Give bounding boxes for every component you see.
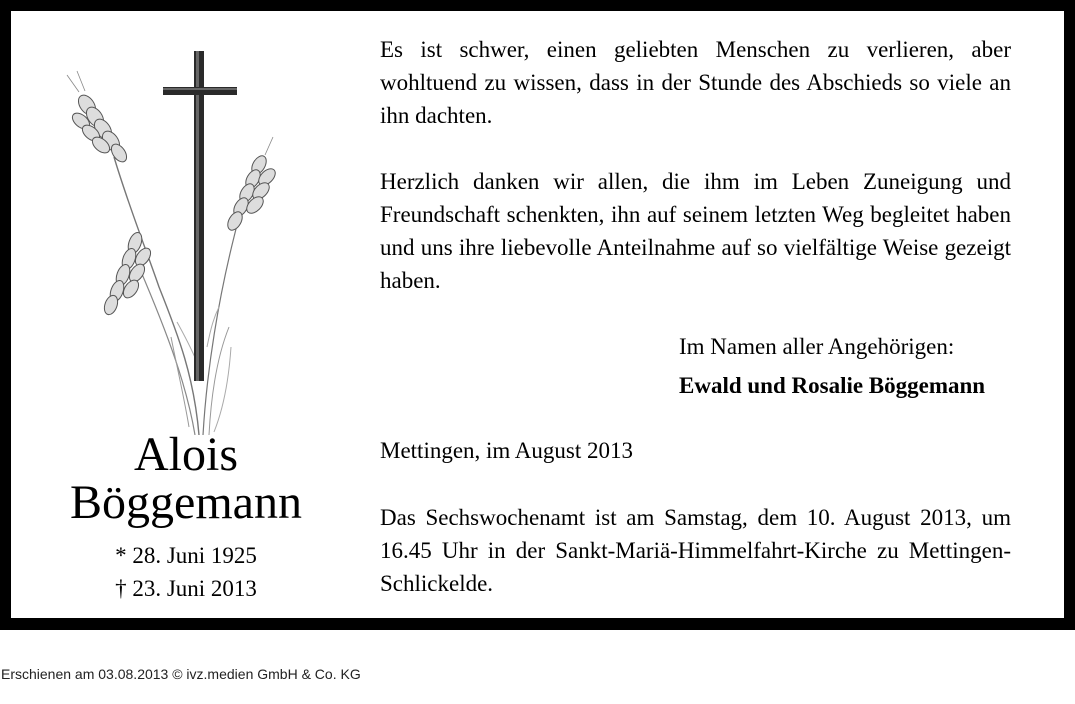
paragraph-service-text: Das Sechswochenamt ist am Samstag, dem 10. August 2013, um 16.45 Uhr in der Sankt-Mariä-Himmelfahrt-Kirche zu Mettingen-Schlickelde. xyxy=(380,505,1011,596)
cross-with-wheat-ears-icon xyxy=(59,37,289,435)
paragraph-thanks-text: Herzlich danken wir allen, die ihm im Leben Zuneigung und Freundschaft schenkten, ihn auf seinem letzten Weg begleitet haben und uns ihre liebevolle Anteilnahme auf so vielfältige Weise gezeigt haben. xyxy=(380,169,1011,293)
deceased-info xyxy=(51,428,321,605)
paragraph-thanks xyxy=(380,165,1011,297)
paragraph-farewell-text: Es ist schwer, einen geliebten Menschen zu verlieren, aber wohltuend zu wissen, dass in der Stunde des Abschieds so viele an ihn dachten. xyxy=(380,37,1011,128)
deceased-first-name: Alois xyxy=(133,428,238,481)
birth-date: * 28. Juni 1925 xyxy=(115,543,257,568)
place-date xyxy=(380,434,1011,467)
paragraph-service xyxy=(380,501,1011,600)
deceased-last-name: Böggemann xyxy=(70,476,302,529)
life-dates xyxy=(51,539,321,605)
signature-block xyxy=(679,330,1019,402)
death-date: † 23. Juni 2013 xyxy=(115,576,257,601)
signature-names: Ewald und Rosalie Böggemann xyxy=(679,373,986,398)
signature-intro: Im Namen aller Angehörigen: xyxy=(679,334,955,359)
place-date-text: Mettingen, im August 2013 xyxy=(380,438,633,463)
publication-footer: Erschienen am 03.08.2013 © ivz.medien GmbH & Co. KG xyxy=(1,666,361,682)
obituary-notice xyxy=(11,11,1064,618)
paragraph-farewell xyxy=(380,33,1011,132)
